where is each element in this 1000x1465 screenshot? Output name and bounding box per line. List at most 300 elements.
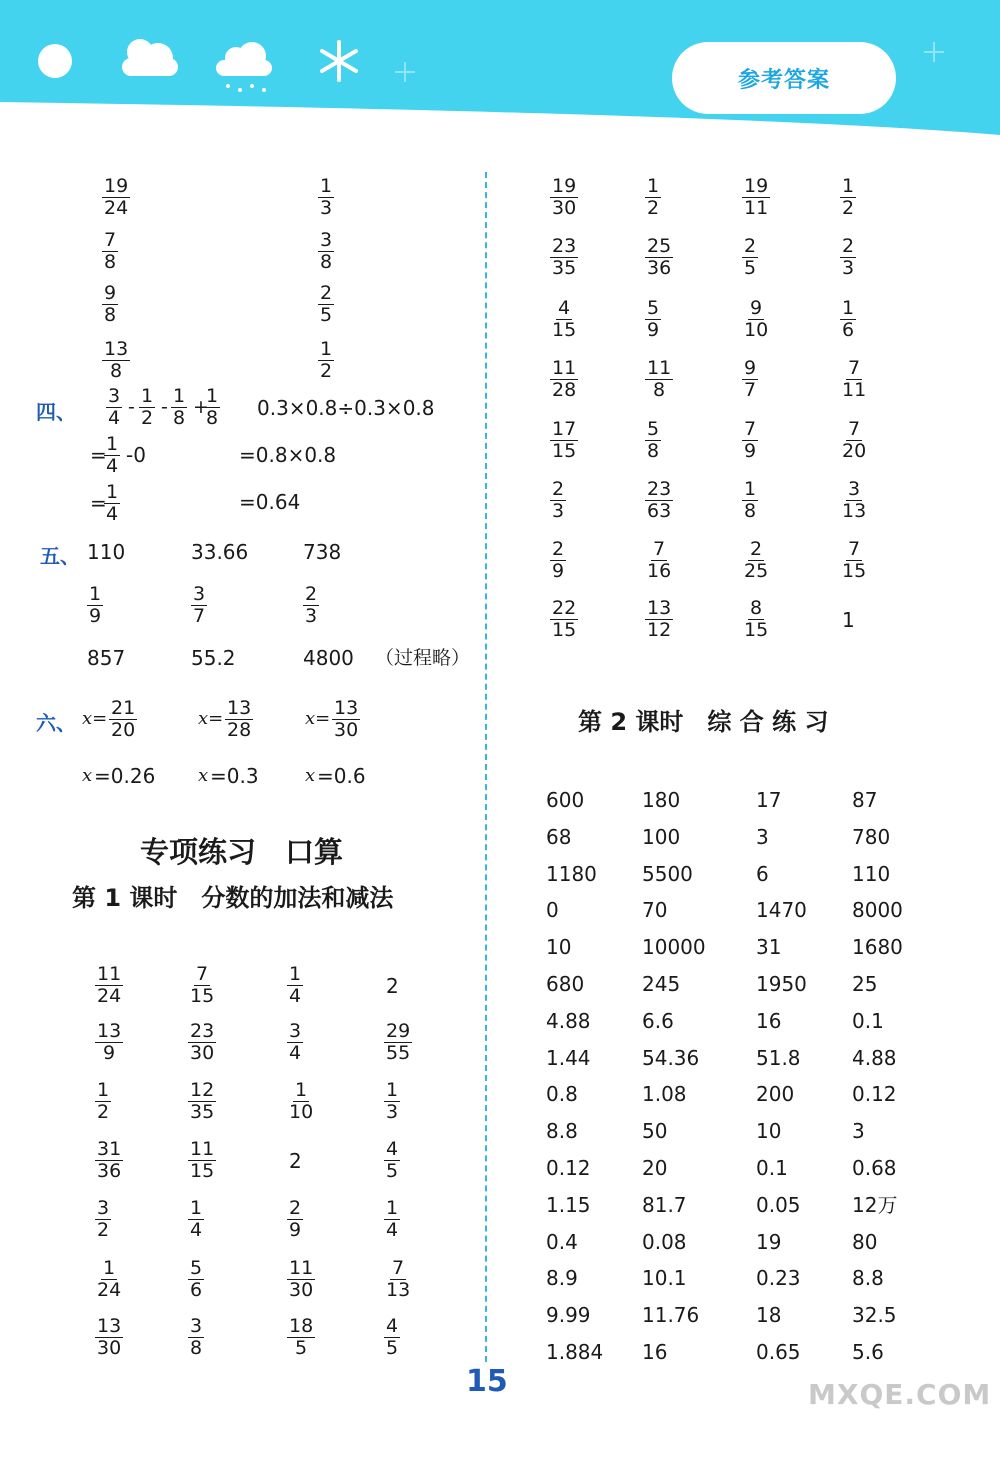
numerator: 21 [111, 697, 136, 719]
answer-fraction [840, 236, 856, 279]
numerator: 11 [552, 357, 577, 379]
numerator: 11 [647, 357, 672, 379]
answer-fraction [318, 230, 334, 273]
answer-fraction [840, 298, 856, 341]
answer-fraction [102, 176, 130, 219]
numerator: 2 [552, 538, 565, 560]
numerator: 5 [647, 297, 660, 319]
lesson-2-answer: 8.8 [546, 1119, 578, 1144]
lesson-2-answer: 1470 [756, 898, 807, 923]
lesson-2-answer: 54.36 [642, 1045, 700, 1070]
lesson-2-answer: 100 [642, 824, 681, 849]
lesson-1-answer [287, 1258, 315, 1301]
numerator: 3 [97, 1197, 110, 1219]
denominator: 11 [744, 197, 769, 219]
lesson-1-answer [188, 1198, 204, 1241]
answer-value: 738 [303, 540, 342, 564]
expression-fraction [106, 386, 122, 429]
lesson-2-answer: 110 [852, 861, 891, 886]
denominator: 30 [552, 197, 577, 219]
numerator: 2 [744, 235, 757, 257]
answer-fraction [645, 539, 673, 582]
variable-x: x= [305, 708, 331, 729]
denominator: 16 [647, 560, 672, 582]
equals-sign: = [90, 491, 107, 515]
denominator: 20 [111, 719, 136, 741]
answer-value: 33.66 [191, 540, 249, 564]
lesson-1-answer: 2 [289, 1149, 302, 1173]
numerator: 19 [552, 175, 577, 197]
numerator: 1 [744, 478, 757, 500]
numerator: 1 [106, 433, 119, 455]
numerator: 3 [190, 1315, 203, 1337]
lesson-2-answer: 1680 [852, 935, 903, 960]
denominator: 8 [173, 407, 186, 429]
lesson-1-answer [287, 1021, 303, 1064]
denominator: 3 [552, 500, 565, 522]
lesson-2-answer: 1.15 [546, 1192, 591, 1217]
numerator: 1 [842, 175, 855, 197]
answer-fraction [645, 479, 673, 522]
answer-fraction [742, 419, 758, 462]
denominator: 35 [552, 257, 577, 279]
lesson-2-answer: 11.76 [642, 1303, 700, 1328]
lesson-1-answer [188, 1021, 216, 1064]
denominator: 55 [386, 1042, 411, 1064]
solution-fraction [332, 698, 360, 741]
lesson-2-answer: 200 [756, 1082, 795, 1107]
lesson-2-answer: 1180 [546, 861, 597, 886]
lesson-2-answer: 8.9 [546, 1266, 578, 1291]
numerator: 1 [106, 481, 119, 503]
denominator: 6 [842, 319, 855, 341]
lesson-2-answer: 50 [642, 1119, 668, 1144]
denominator: 3 [305, 605, 318, 627]
numerator: 4 [558, 297, 571, 319]
step-text: -0 [126, 443, 146, 467]
lesson-2-answer: 0.12 [546, 1156, 591, 1180]
lesson-1-answer [188, 1258, 204, 1301]
denominator: 8 [104, 251, 117, 273]
numerator: 5 [647, 418, 660, 440]
solution-value: =0.3 [210, 764, 259, 788]
lesson-2-answer: 87 [852, 788, 878, 812]
denominator: 30 [289, 1279, 314, 1301]
denominator: 2 [320, 360, 333, 382]
lesson-2-answer: 25 [852, 972, 878, 996]
numerator: 13 [334, 697, 359, 719]
answer-fraction [645, 419, 661, 462]
denominator: 5 [295, 1337, 308, 1359]
variable-x: x [198, 765, 209, 786]
operator: - [161, 396, 168, 418]
denominator: 36 [97, 1160, 122, 1182]
lesson-2-answer: 6 [756, 861, 769, 886]
lesson-2-answer: 5500 [642, 861, 693, 886]
numerator: 3 [289, 1020, 302, 1042]
lesson-2-answer: 8.8 [852, 1266, 884, 1291]
section-title: 专项练习 口算 [140, 835, 344, 869]
numerator: 13 [97, 1315, 122, 1337]
answer-fraction [645, 298, 661, 341]
equals-sign: = [90, 443, 107, 467]
denominator: 24 [97, 985, 122, 1007]
lesson-1-answer [384, 1139, 400, 1182]
solution-value: =0.6 [317, 764, 366, 788]
answer-fraction [102, 339, 130, 382]
numerator: 25 [647, 235, 672, 257]
sun-icon [38, 44, 72, 78]
denominator: 3 [386, 1101, 399, 1123]
solution-fraction [225, 698, 253, 741]
numerator: 3 [108, 385, 121, 407]
lesson-2-answer: 3 [756, 824, 769, 849]
denominator: 30 [334, 719, 359, 741]
lesson-2-answer: 0.1 [756, 1156, 788, 1180]
numerator: 19 [744, 175, 769, 197]
lesson-2-answer: 3 [852, 1119, 865, 1144]
denominator: 8 [320, 251, 333, 273]
numerator: 9 [104, 282, 117, 304]
answer-fraction [645, 598, 673, 641]
denominator: 15 [190, 1160, 215, 1182]
numerator: 2 [552, 478, 565, 500]
lesson-1-answer [384, 1258, 412, 1301]
denominator: 28 [552, 379, 577, 401]
denominator: 30 [190, 1042, 215, 1064]
denominator: 63 [647, 500, 672, 522]
denominator: 4 [106, 503, 119, 525]
answer-fraction [550, 539, 566, 582]
lesson-2-answer: 0.12 [852, 1082, 897, 1107]
numerator: 2 [750, 538, 763, 560]
lesson-2-answer: 0.4 [546, 1229, 578, 1254]
numerator: 19 [104, 175, 129, 197]
numerator: 3 [320, 229, 333, 251]
denominator: 7 [744, 379, 757, 401]
denominator: 8 [206, 407, 219, 429]
answer-fraction [645, 176, 661, 219]
answer-fraction [550, 358, 578, 401]
numerator: 11 [289, 1257, 314, 1279]
numerator: 13 [97, 1020, 122, 1042]
denominator: 24 [97, 1279, 122, 1301]
lesson-1-answer [384, 1198, 400, 1241]
answer-fraction [550, 298, 578, 341]
lesson-2-answer: 81.7 [642, 1192, 687, 1217]
denominator: 4 [386, 1219, 399, 1241]
denominator: 24 [104, 197, 129, 219]
numerator: 1 [386, 1079, 399, 1101]
answer-fraction [318, 176, 334, 219]
denominator: 15 [552, 619, 577, 641]
lesson-1-answer [188, 1316, 204, 1359]
numerator: 13 [227, 697, 252, 719]
lesson-2-answer: 5.6 [852, 1340, 884, 1364]
lesson-2-answer: 31 [756, 935, 782, 960]
lesson-2-answer: 16 [756, 1008, 782, 1033]
denominator: 5 [386, 1337, 399, 1359]
denominator: 9 [103, 1042, 116, 1064]
numerator: 1 [842, 297, 855, 319]
denominator: 7 [193, 605, 206, 627]
lesson-1-answer [384, 1021, 412, 1064]
lesson-2-answer: 10000 [642, 935, 706, 960]
denominator: 4 [108, 407, 121, 429]
answer-fraction [840, 176, 856, 219]
answer-value: 110 [87, 540, 126, 564]
numerator: 2 [320, 282, 333, 304]
lesson-2-answer: 16 [642, 1340, 668, 1364]
numerator: 1 [103, 1257, 116, 1279]
denominator: 8 [104, 304, 117, 326]
answer-fraction [87, 584, 103, 627]
numerator: 4 [386, 1315, 399, 1337]
lesson-1-title: 第 1 课时 分数的加法和减法 [72, 884, 394, 912]
denominator: 9 [744, 440, 757, 462]
denominator: 4 [106, 455, 119, 477]
numerator: 1 [295, 1079, 308, 1101]
numerator: 2 [305, 583, 318, 605]
lesson-2-answer: 0.05 [756, 1192, 801, 1217]
variable-x: x [305, 765, 316, 786]
expression-fraction [139, 386, 155, 429]
numerator: 1 [386, 1197, 399, 1219]
lesson-2-answer: 0.68 [852, 1156, 897, 1180]
answer-fraction [318, 339, 334, 382]
section-label-4: 四、 [36, 400, 76, 424]
lesson-1-answer [287, 1080, 315, 1123]
denominator: 20 [842, 440, 867, 462]
numerator: 7 [848, 538, 861, 560]
lesson-2-answer: 4.88 [852, 1045, 897, 1070]
denominator: 9 [289, 1219, 302, 1241]
lesson-1-answer [95, 1198, 111, 1241]
numerator: 29 [386, 1020, 411, 1042]
numerator: 23 [190, 1020, 215, 1042]
lesson-2-answer: 0.23 [756, 1266, 801, 1291]
lesson-1-answer [188, 1080, 216, 1123]
numerator: 7 [744, 418, 757, 440]
denominator: 15 [190, 985, 215, 1007]
page-number: 15 [466, 1364, 508, 1399]
numerator: 1 [141, 385, 154, 407]
denominator: 4 [289, 985, 302, 1007]
answer-fraction [840, 419, 868, 462]
denominator: 9 [552, 560, 565, 582]
denominator: 15 [744, 619, 769, 641]
process-omitted-note: （过程略） [375, 647, 471, 669]
expression-fraction [171, 386, 187, 429]
lesson-2-answer: 18 [756, 1303, 782, 1328]
denominator: 9 [89, 605, 102, 627]
numerator: 1 [190, 1197, 203, 1219]
lesson-2-answer: 19 [756, 1229, 782, 1254]
answer-fraction [645, 236, 673, 279]
denominator: 4 [190, 1219, 203, 1241]
denominator: 13 [386, 1279, 411, 1301]
denominator: 5 [386, 1160, 399, 1182]
numerator: 11 [190, 1138, 215, 1160]
lesson-2-answer: 20 [642, 1156, 668, 1180]
answer-fraction [550, 479, 566, 522]
answer-fraction [742, 479, 758, 522]
lesson-2-answer: 10 [546, 935, 572, 960]
lesson-2-title: 第 2 课时 综 合 练 习 [578, 708, 829, 736]
lesson-2-answer: 10.1 [642, 1266, 687, 1291]
lesson-2-answer: 9.99 [546, 1303, 591, 1328]
answer-fraction [742, 358, 758, 401]
lesson-2-answer: 10 [756, 1119, 782, 1144]
numerator: 3 [193, 583, 206, 605]
denominator: 15 [552, 440, 577, 462]
denominator: 5 [744, 257, 757, 279]
denominator: 15 [842, 560, 867, 582]
numerator: 22 [552, 597, 577, 619]
answer-fraction [840, 479, 868, 522]
answer-fraction [318, 283, 334, 326]
denominator: 11 [842, 379, 867, 401]
numerator: 1 [97, 1079, 110, 1101]
denominator: 12 [647, 619, 672, 641]
numerator: 17 [552, 418, 577, 440]
numerator: 2 [842, 235, 855, 257]
lesson-2-answer: 0 [546, 898, 559, 923]
denominator: 3 [320, 197, 333, 219]
step-text: =0.64 [239, 490, 301, 514]
lesson-1-answer [384, 1080, 400, 1123]
answer-fraction [550, 236, 578, 279]
denominator: 10 [289, 1101, 314, 1123]
watermark: MXQE.COM [808, 1378, 992, 1411]
denominator: 15 [552, 319, 577, 341]
step-text: =0.8×0.8 [239, 443, 337, 467]
lesson-2-answer: 1950 [756, 972, 807, 996]
denominator: 10 [744, 319, 769, 341]
denominator: 2 [842, 197, 855, 219]
answer-value: 4800 [303, 646, 354, 670]
lesson-2-answer: 780 [852, 824, 891, 849]
lesson-1-answer [95, 1139, 123, 1182]
answer-fraction [303, 584, 319, 627]
lesson-2-answer: 180 [642, 788, 681, 812]
lesson-1-answer [95, 1258, 123, 1301]
numerator: 7 [848, 357, 861, 379]
column-divider [485, 172, 487, 1362]
lesson-2-answer: 1.44 [546, 1045, 591, 1070]
numerator: 2 [289, 1197, 302, 1219]
denominator: 8 [110, 360, 123, 382]
lesson-2-answer: 32.5 [852, 1303, 897, 1328]
lesson-1-answer [384, 1316, 400, 1359]
lesson-1-answer: 2 [386, 974, 399, 998]
numerator: 8 [750, 597, 763, 619]
numerator: 13 [647, 597, 672, 619]
denominator: 2 [141, 407, 154, 429]
answer-fraction [550, 176, 578, 219]
numerator: 1 [320, 338, 333, 360]
numerator: 13 [104, 338, 129, 360]
expression-text: 0.3×0.8÷0.3×0.8 [257, 396, 435, 420]
numerator: 23 [552, 235, 577, 257]
lesson-1-answer [188, 1139, 216, 1182]
numerator: 11 [97, 963, 122, 985]
solution-value: =0.26 [94, 764, 156, 788]
lesson-2-answer: 80 [852, 1229, 878, 1254]
denominator: 5 [320, 304, 333, 326]
numerator: 7 [104, 229, 117, 251]
answer-fraction [550, 419, 578, 462]
answer-fraction [550, 598, 578, 641]
lesson-2-answer: 68 [546, 824, 572, 849]
lesson-2-answer: 12万 [852, 1192, 898, 1217]
numerator: 1 [289, 963, 302, 985]
numerator: 1 [89, 583, 102, 605]
numerator: 7 [392, 1257, 405, 1279]
denominator: 35 [190, 1101, 215, 1123]
denominator: 2 [647, 197, 660, 219]
lesson-1-answer [188, 964, 216, 1007]
denominator: 3 [842, 257, 855, 279]
lesson-2-answer: 4.88 [546, 1008, 591, 1033]
denominator: 9 [647, 319, 660, 341]
answer-fraction [742, 598, 770, 641]
answer-key-badge: 参考答案 [672, 42, 896, 114]
lesson-2-answer: 1.08 [642, 1082, 687, 1107]
step-fraction [104, 482, 120, 525]
denominator: 8 [647, 440, 660, 462]
answer-fraction [102, 230, 118, 273]
answer-fraction: 1 [842, 608, 855, 632]
lesson-2-answer: 17 [756, 788, 782, 812]
denominator: 30 [97, 1337, 122, 1359]
step-fraction [104, 434, 120, 477]
numerator: 1 [320, 175, 333, 197]
numerator: 3 [848, 478, 861, 500]
numerator: 9 [744, 357, 757, 379]
section-label-5: 五、 [40, 544, 80, 568]
solution-fraction [109, 698, 137, 741]
lesson-2-answer: 245 [642, 972, 681, 996]
denominator: 25 [744, 560, 769, 582]
variable-x: x [82, 765, 93, 786]
denominator: 13 [842, 500, 867, 522]
denominator: 28 [227, 719, 252, 741]
numerator: 1 [206, 385, 219, 407]
section-label-6: 六、 [36, 711, 76, 735]
numerator: 12 [190, 1079, 215, 1101]
denominator: 6 [190, 1279, 203, 1301]
variable-x: x= [82, 708, 108, 729]
denominator: 2 [97, 1101, 110, 1123]
answer-fraction [742, 298, 770, 341]
lesson-2-answer: 70 [642, 898, 668, 923]
lesson-1-answer [287, 964, 303, 1007]
lesson-1-answer [287, 1198, 303, 1241]
answer-fraction [840, 358, 868, 401]
answer-value: 857 [87, 646, 126, 670]
lesson-2-answer: 6.6 [642, 1008, 674, 1033]
lesson-1-answer [95, 964, 123, 1007]
lesson-2-answer: 51.8 [756, 1045, 801, 1070]
answer-value: 55.2 [191, 646, 236, 670]
numerator: 7 [848, 418, 861, 440]
answer-fraction [742, 539, 770, 582]
answer-fraction [840, 539, 868, 582]
numerator: 18 [289, 1315, 314, 1337]
lesson-2-answer: 680 [546, 972, 585, 996]
answer-fraction [645, 358, 673, 401]
